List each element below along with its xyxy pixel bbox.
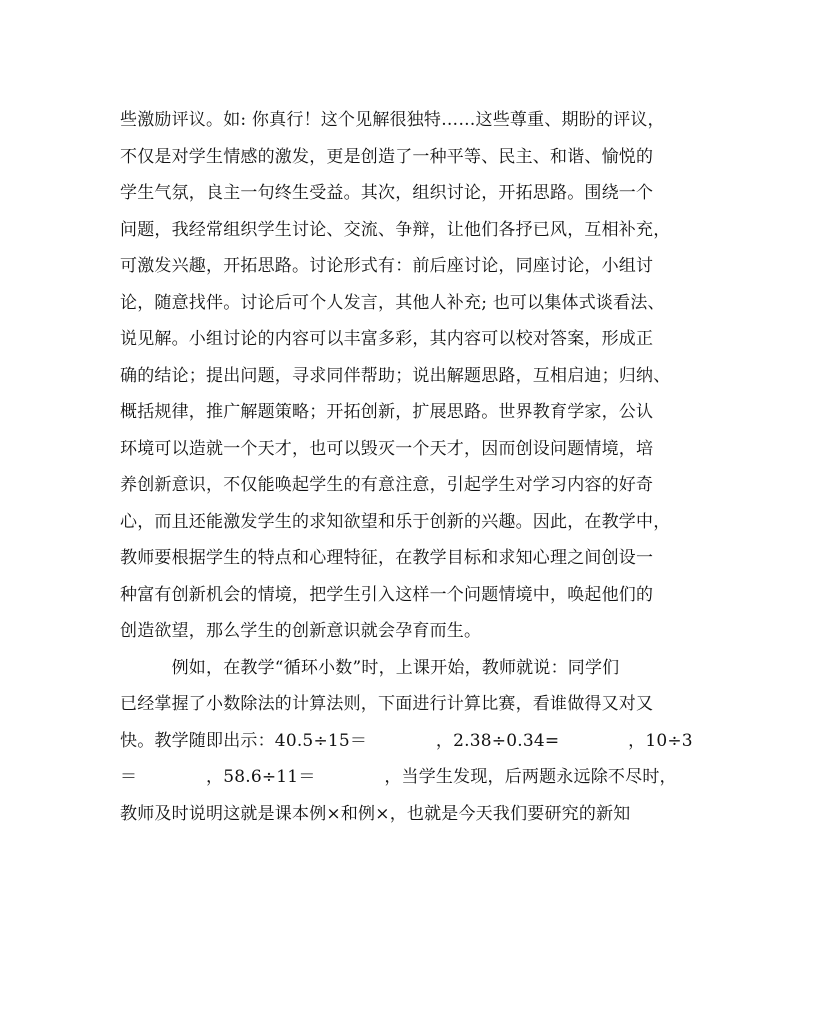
text-line: 例如，在教学“循环小数”时，上课开始，教师就说：同学们 bbox=[120, 657, 620, 678]
text-line: 快。教学随即出示：40.5÷15＝ ，2.38÷0.34= ，10÷3 bbox=[120, 730, 693, 751]
text-line: 说见解。小组讨论的内容可以丰富多彩，其内容可以校对答案，形成正 bbox=[120, 329, 654, 349]
text-line: 论，随意找伴。讨论后可个人发言，其他人补充; 也可以集体式谈看法、 bbox=[120, 292, 665, 313]
text-line: 不仅是对学生情感的激发，更是创造了一种平等、民主、和谐、愉悦的 bbox=[120, 146, 654, 167]
document-body bbox=[120, 102, 700, 832]
text-line: 养创新意识，不仅能唤起学生的有意注意，引起学生对学习内容的好奇 bbox=[120, 475, 654, 495]
text-line: 可激发兴趣，开拓思路。讨论形式有：前后座讨论，同座讨论，小组讨 bbox=[120, 256, 654, 276]
text-line: 创造欲望，那么学生的创新意识就会孕育而生。 bbox=[120, 621, 482, 641]
text-line: 环境可以造就一个天才，也可以毁灭一个天才，因而创设问题情境，培 bbox=[120, 438, 654, 459]
text-line: 教师要根据学生的特点和心理特征，在教学目标和求知心理之间创设一 bbox=[120, 548, 654, 568]
text-line: 教师及时说明这就是课本例×和例×，也就是今天我们要研究的新知 bbox=[120, 803, 631, 824]
text-line: ＝ ，58.6÷11＝ ，当学生发现，后两题永远除不尽时， bbox=[120, 767, 677, 787]
text-line: 确的结论；提出问题，寻求同伴帮助；说出解题思路，互相启迪；归纳、 bbox=[120, 365, 671, 386]
text-line: 已经掌握了小数除法的计算法则，下面进行计算比赛，看谁做得又对又 bbox=[120, 694, 654, 714]
text-line: 种富有创新机会的情境，把学生引入这样一个问题情境中，唤起他们的 bbox=[120, 584, 654, 605]
text-line: 心，而且还能激发学生的求知欲望和乐于创新的兴趣。因此，在教学中， bbox=[120, 511, 671, 532]
text-line: 概括规律，推广解题策略；开拓创新，扩展思路。世界教育学家，公认 bbox=[120, 402, 654, 422]
text-line: 问题，我经常组织学生讨论、交流、争辩，让他们各抒已风，互相补充， bbox=[120, 219, 671, 240]
text-line: 学生气氛，良主一句终生受益。其次，组织讨论，开拓思路。围绕一个 bbox=[120, 183, 654, 203]
text-line: 些激励评议。如: 你真行！这个见解很独特……这些尊重、期盼的评议， bbox=[120, 110, 665, 130]
